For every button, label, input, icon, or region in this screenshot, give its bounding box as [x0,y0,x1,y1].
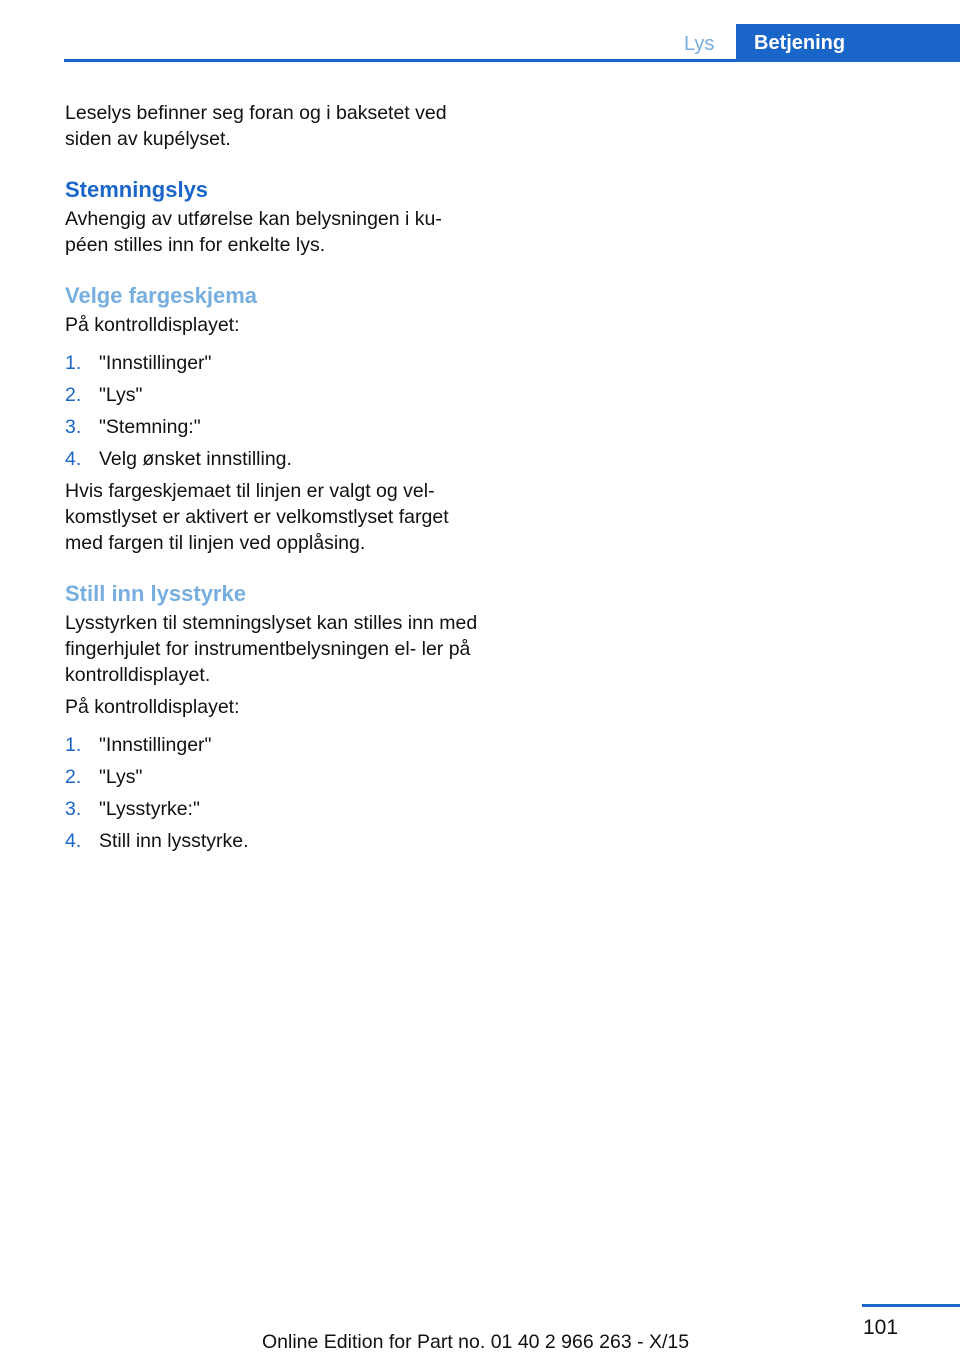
step-number: 2. [65,384,82,406]
step-text: "Innstillinger" [99,734,212,756]
brightness-steps [65,732,485,854]
edition-footer: Online Edition for Part no. 01 40 2 966 263 - X/15 [262,1331,690,1353]
brightness-heading: Still inn lysstyrke [65,581,246,606]
step-number: 3. [65,798,82,820]
step-text: Velg ønsket innstilling. [99,448,292,470]
step-text: "Lys" [99,384,143,406]
breadcrumb-chapter-tab[interactable]: Betjening [736,24,960,61]
step-number: 4. [65,830,82,852]
brightness-paragraph: Lysstyrken til stemningslyset kan stilles inn med fingerhjulet for instrumentbelysningen el‐ ler på kontrolldisplayet. [65,612,478,686]
color-scheme-steps [65,350,485,472]
list-item [65,732,485,758]
step-text: Still inn lysstyrke. [99,830,249,852]
color-scheme-heading: Velge fargeskjema [65,283,258,308]
step-number: 3. [65,416,82,438]
list-item [65,382,485,408]
list-item [65,414,485,440]
list-item [65,446,485,472]
mood-light-paragraph: Avhengig av utførelse kan belysningen i ku‐ péen stilles inn for enkelte lys. [65,208,442,256]
step-number: 4. [65,448,82,470]
step-number: 1. [65,352,82,374]
brightness-lead: På kontrolldisplayet: [65,696,240,718]
step-number: 2. [65,766,82,788]
page-content [65,100,485,860]
step-text: "Lys" [99,766,143,788]
list-item [65,764,485,790]
step-text: "Innstillinger" [99,352,212,374]
footer-rule [862,1304,960,1307]
step-text: "Lysstyrke:" [99,798,200,820]
list-item [65,828,485,854]
color-scheme-lead: På kontrolldisplayet: [65,314,240,336]
list-item [65,350,485,376]
breadcrumb-section[interactable]: Lys [684,33,715,55]
step-number: 1. [65,734,82,756]
mood-light-heading: Stemningslys [65,177,209,202]
color-scheme-note: Hvis fargeskjemaet til linjen er valgt og vel‐ komstlyset er aktivert er velkomstlyset farget med fargen til linjen ved opplåsing. [65,480,449,554]
step-text: "Stemning:" [99,416,201,438]
page-number: 101 [863,1316,899,1339]
list-item [65,796,485,822]
intro-paragraph: Leselys befinner seg foran og i baksetet ved siden av kupélyset. [65,102,447,150]
